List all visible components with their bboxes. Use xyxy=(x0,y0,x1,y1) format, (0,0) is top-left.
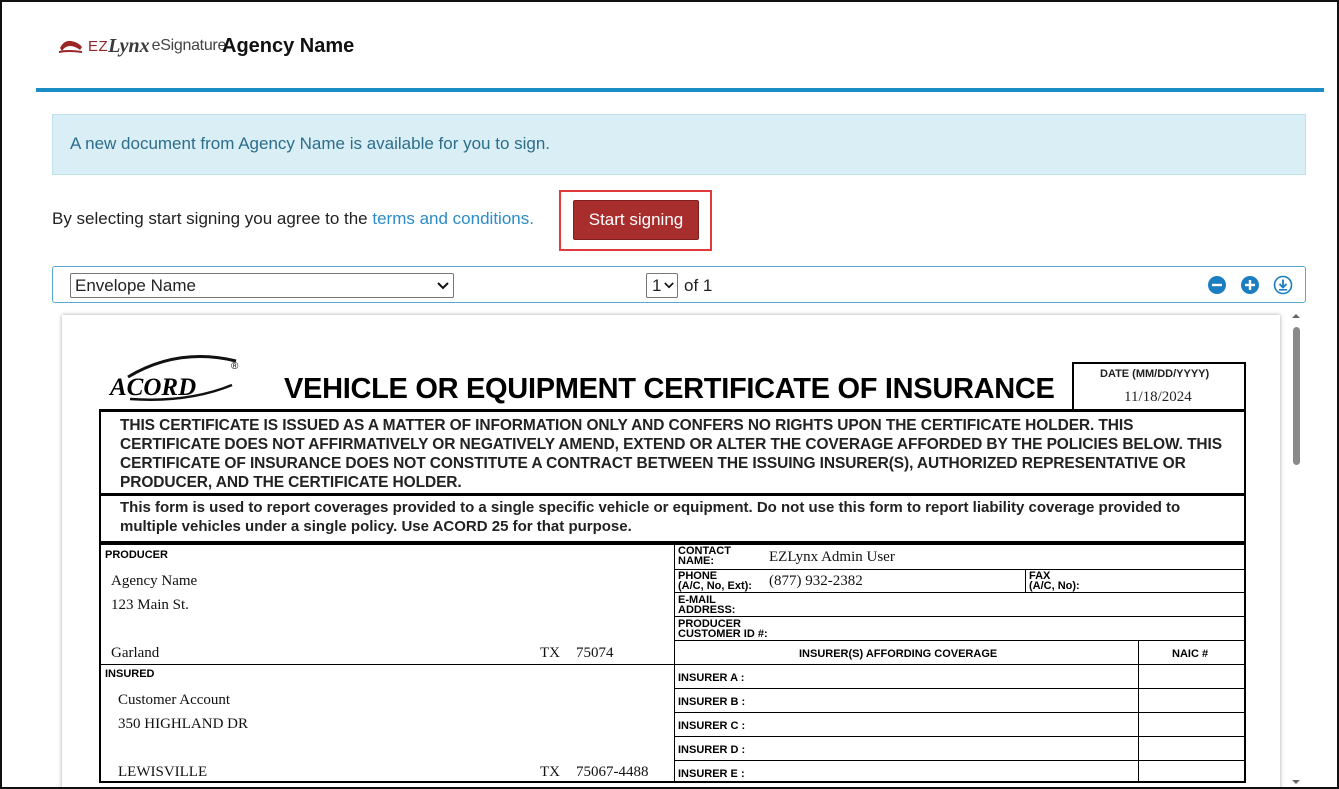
contact-name-value: EZLynx Admin User xyxy=(769,549,895,565)
scroll-up-icon[interactable] xyxy=(1291,313,1301,319)
phone-label: PHONE (A/C, No, Ext): xyxy=(678,570,752,592)
logo-esignature-text: eSignature xyxy=(151,37,227,54)
ezlynx-logo-icon xyxy=(58,38,84,54)
insurers-header: INSURER(S) AFFORDING COVERAGE xyxy=(799,648,998,660)
insurer-c-label: INSURER C : xyxy=(678,720,746,732)
insured-label: INSURED xyxy=(105,668,155,680)
producer-address: 123 Main St. xyxy=(111,597,189,613)
zoom-in-icon[interactable] xyxy=(1240,275,1260,295)
certificate-notice xyxy=(99,409,1246,495)
form-title: VEHICLE OR EQUIPMENT CERTIFICATE OF INSURANCE xyxy=(284,373,1055,405)
date-value: 11/18/2024 xyxy=(1124,389,1192,405)
info-alert-text: A new document from Agency Name is available for you to sign. xyxy=(70,134,551,153)
insured-address: 350 HIGHLAND DR xyxy=(118,716,248,732)
chevron-down-icon xyxy=(664,282,674,289)
envelope-select-value: Envelope Name xyxy=(75,275,196,295)
zoom-out-icon[interactable] xyxy=(1207,275,1227,295)
logo-ez-text: EZ xyxy=(88,37,109,55)
contact-name-label: CONTACT NAME: xyxy=(678,545,731,567)
document-toolbar xyxy=(52,266,1306,303)
producer-label: PRODUCER xyxy=(105,549,168,561)
form-notice-text: This form is used to report coverages provided to a single specific vehicle or equipment. Do not use this form to report liability coverage provided to multiple vehicles under a single policy. Use ACORD 25 for that purpose. xyxy=(120,499,1181,535)
insurer-d-label: INSURER D : xyxy=(678,744,746,756)
form-notice xyxy=(99,495,1246,543)
download-icon[interactable] xyxy=(1273,275,1293,295)
acord-logo xyxy=(108,349,248,409)
document-viewer[interactable] xyxy=(52,307,1306,789)
terms-agreement xyxy=(52,209,534,229)
email-label: E-MAIL ADDRESS: xyxy=(678,594,736,616)
date-box xyxy=(1072,362,1246,412)
terms-link[interactable]: terms and conditions. xyxy=(372,209,534,228)
fax-label: FAX (A/C, No): xyxy=(1029,570,1080,592)
insured-state: TX xyxy=(540,764,560,780)
certificate-notice-text: THIS CERTIFICATE IS ISSUED AS A MATTER OF INFORMATION ONLY AND CONFERS NO RIGHTS UPON THE CERTIFICATE HOLDER. THIS CERTIFICATE DOES NOT AFFIRMATIVELY OR NEGATIVELY AMEND, EXTEND OR ALTER THE COVERAGE AFFORDED BY THE POLICIES BELOW. THIS CERTIFICATE OF INSURANCE DOES NOT CONSTITUTE A CONTRACT BETWEEN THE ISSUING INSURER(S), AUTHORIZED REPRESENTATIVE OR PRODUCER, AND THE CERTIFICATE HOLDER. xyxy=(120,417,1222,491)
producer-name: Agency Name xyxy=(111,573,198,589)
scrollbar-thumb[interactable] xyxy=(1293,327,1300,465)
logo-lynx-text: Lynx xyxy=(108,34,150,57)
naic-header: NAIC # xyxy=(1172,648,1209,660)
document-page xyxy=(62,315,1280,789)
producer-zip: 75074 xyxy=(576,645,614,661)
customer-id-label: PRODUCER CUSTOMER ID #: xyxy=(678,618,768,640)
ezlynx-logo xyxy=(58,35,226,57)
scroll-down-icon[interactable] xyxy=(1291,779,1301,785)
viewer-scrollbar[interactable] xyxy=(1289,311,1303,789)
acord-logo-text: ACORD xyxy=(110,374,197,401)
envelope-select[interactable] xyxy=(70,273,454,298)
insurer-e-label: INSURER E : xyxy=(678,768,745,780)
agency-name-title: Agency Name xyxy=(222,35,355,57)
svg-text:®: ® xyxy=(231,361,239,372)
insured-city: LEWISVILLE xyxy=(118,764,208,780)
date-label: DATE (MM/DD/YYYY) xyxy=(1100,368,1210,380)
start-signing-button[interactable]: Start signing xyxy=(573,200,699,240)
app-header xyxy=(36,2,1324,92)
page-count-text: of 1 xyxy=(684,276,713,295)
insured-zip: 75067-4488 xyxy=(576,764,649,780)
chevron-down-icon xyxy=(437,282,449,290)
page-select-value: 1 xyxy=(652,275,662,295)
insurer-b-label: INSURER B : xyxy=(678,696,746,708)
producer-city: Garland xyxy=(111,645,160,661)
insurer-a-label: INSURER A : xyxy=(678,672,745,684)
phone-value: (877) 932-2382 xyxy=(769,573,863,589)
producer-insurer-grid xyxy=(99,543,1246,783)
insured-name: Customer Account xyxy=(118,692,231,708)
terms-agreement-text: By selecting start signing you agree to the xyxy=(52,209,368,228)
producer-state: TX xyxy=(540,645,560,661)
info-alert xyxy=(52,114,1306,175)
page-select[interactable] xyxy=(646,273,678,298)
